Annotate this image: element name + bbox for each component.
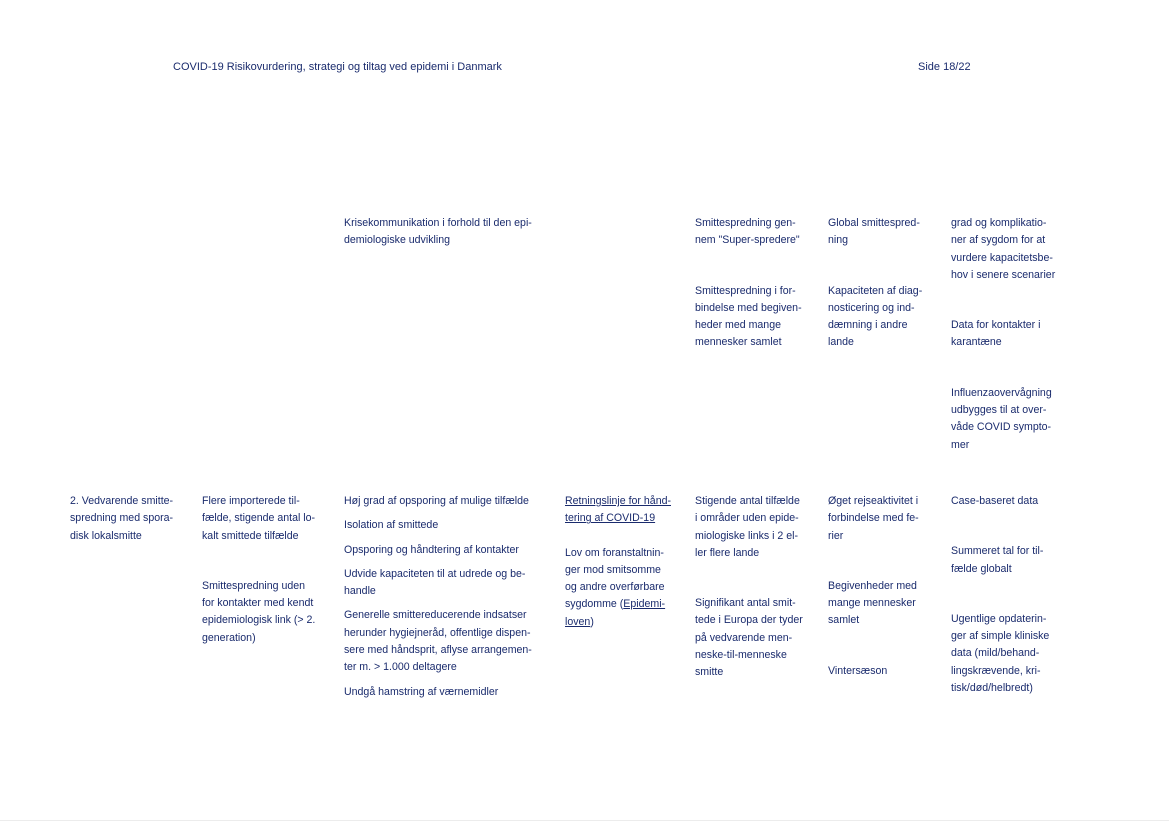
indicator-item: Øget rejseaktivitet i forbindelse med fe- rier	[828, 495, 919, 542]
tiltag-item: Undgå hamstring af værnemidler	[344, 685, 499, 698]
data-item: Influenzaovervågning udbygges til at over- våde COVID sympto- mer	[951, 386, 1052, 451]
tiltag-item: Høj grad af opsporing af mulige tilfælde	[344, 495, 529, 507]
page-number: Side 18/22	[918, 61, 971, 73]
epidemic-law-link-part2[interactable]: loven	[565, 615, 591, 628]
upper-tiltag-cell	[344, 215, 559, 250]
indicator-item: Smittespredning i for- bindelse med begiven- heder med mange mennesker samlet	[695, 284, 802, 349]
tiltag-item: Udvide kapaciteten til at udrede og be- handle	[344, 567, 526, 598]
upper-int-indicators-cell	[828, 215, 943, 352]
scenario-tiltag-cell	[344, 493, 559, 701]
guideline-link[interactable]: Retningslinje for hånd- tering af COVID-19	[565, 495, 671, 525]
data-item: Data for kontakter i karantæne	[951, 319, 1041, 349]
scenario-description-cell	[202, 493, 332, 647]
indicator-item: Smittespredning gen- nem "Super-spredere"	[695, 217, 800, 247]
data-item: Case-baseret data	[951, 495, 1039, 507]
tiltag-item: Opsporing og håndtering af kontakter	[344, 543, 519, 556]
data-item: grad og komplikatio- ner af sygdom for at vurdere kapacitetsbe- hov i senere scenarier	[951, 217, 1056, 281]
description-item: Smittespredning uden for kontakter med kendt epidemiologisk link (> 2. generation)	[202, 579, 316, 644]
scenario-data-cell	[951, 493, 1076, 697]
indicator-item: Begivenheder med mange mennesker samlet	[828, 579, 917, 627]
page-bottom-edge	[0, 820, 1169, 821]
document-title: COVID-19 Risikovurdering, strategi og tiltag ved epidemi i Danmark	[173, 61, 502, 73]
indicator-item: Vintersæson	[828, 664, 888, 677]
scenario-grundlag-cell	[565, 493, 685, 631]
description-item: Flere importerede til- fælde, stigende antal lo- kalt smittede tilfælde	[202, 495, 316, 542]
law-text: Lov om foranstaltnin- ger mod smitsomme og andre overførbare sygdomme (	[565, 546, 665, 611]
indicator-item: Kapaciteten af diag- nosticering og ind- dæmning i andre lande	[828, 284, 923, 349]
indicator-item: Stigende antal tilfælde i områder uden epide- miologiske links i 2 el- ler flere lande	[695, 495, 800, 559]
upper-data-cell	[951, 215, 1076, 454]
epidemic-law-link-part1[interactable]: Epidemi-	[623, 598, 666, 611]
indicator-item: Global smittespred- ning	[828, 217, 920, 247]
tiltag-item: Krisekommunikation i forhold til den epi- demiologiske udvikling	[344, 217, 532, 247]
data-item: Summeret tal for til- fælde globalt	[951, 545, 1044, 575]
tiltag-item: Generelle smittereducerende indsatser herunder hygiejneråd, offentlige dispen- sere med håndsprit, aflyse arrangemen- ter m. > 1.000 deltagere	[344, 609, 532, 674]
indicator-item: Signifikant antal smit- tede i Europa der tyder på vedvarende men- neske-til-menneske smitte	[695, 597, 803, 679]
scenario-dk-indicators-cell	[695, 493, 815, 682]
law-text-end: )	[590, 615, 594, 628]
scenario-name: 2. Vedvarende smitte- spredning med spora- disk lokalsmitte	[70, 495, 174, 542]
scenario-name-cell	[70, 493, 190, 545]
upper-dk-indicators-cell	[695, 215, 815, 352]
tiltag-item: Isolation af smittede	[344, 519, 439, 532]
scenario-int-indicators-cell	[828, 493, 943, 680]
data-item: Ugentlige opdaterin- ger af simple kliniske data (mild/behand- lingskrævende, kri- tisk/død/helbredt)	[951, 612, 1050, 695]
